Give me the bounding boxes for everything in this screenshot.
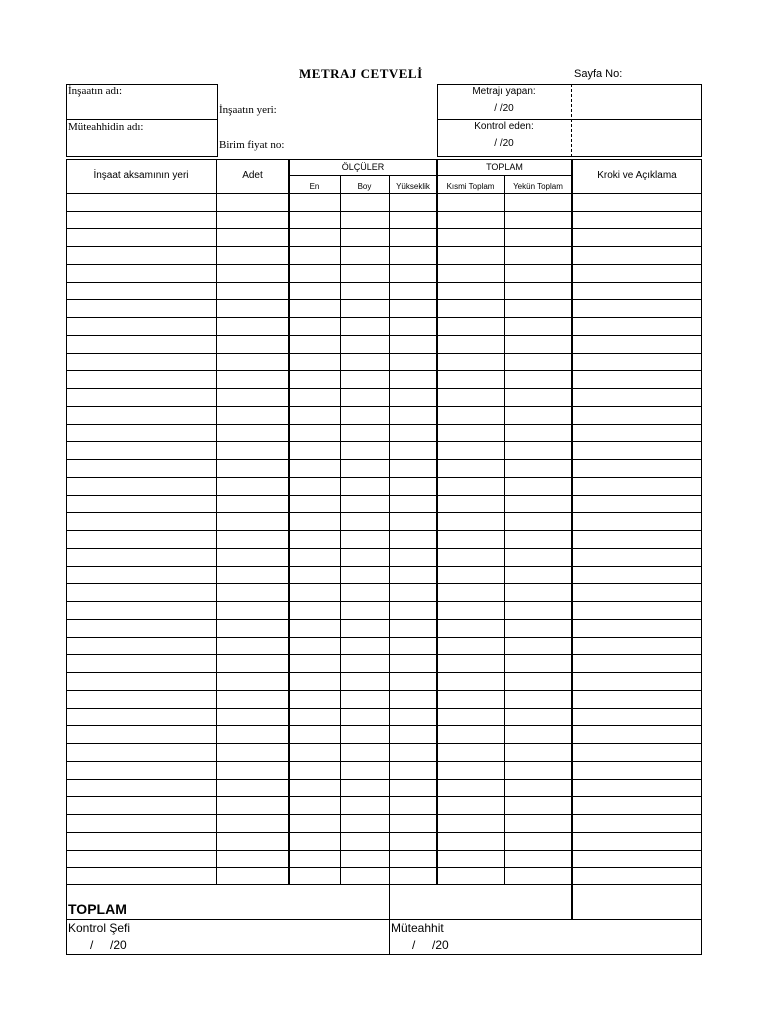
table-row xyxy=(66,264,702,265)
total-label: TOPLAM xyxy=(68,901,127,917)
table-row xyxy=(66,211,702,212)
column-header-sketch: Kroki ve Açıklama xyxy=(597,170,677,181)
column-divider xyxy=(571,159,573,885)
table-row xyxy=(66,814,702,815)
table-row xyxy=(66,317,702,318)
table-row xyxy=(66,654,702,655)
table-frame xyxy=(66,159,702,885)
table-row xyxy=(66,477,702,478)
table-row xyxy=(66,335,702,336)
column-header-location: İnşaat aksamının yeri xyxy=(93,170,189,181)
table-row xyxy=(66,228,702,229)
column-group-measures: ÖLÇÜLER xyxy=(341,162,385,172)
table-row xyxy=(66,832,702,833)
table-row xyxy=(66,672,702,673)
table-row xyxy=(66,370,702,371)
construction-name-label: İnşaatın adı: xyxy=(68,85,123,97)
table-row xyxy=(66,583,702,584)
column-divider xyxy=(216,159,217,885)
divider xyxy=(571,884,573,919)
prepared-date: / /20 xyxy=(494,103,514,114)
control-chief-date: / /20 xyxy=(90,938,127,952)
table-row xyxy=(66,796,702,797)
column-divider xyxy=(288,159,290,885)
divider xyxy=(66,193,702,194)
page-title: METRAJ CETVELİ xyxy=(299,66,423,81)
page-number-label: Sayfa No: xyxy=(574,68,623,80)
construction-place-label: İnşaatın yeri: xyxy=(219,104,277,116)
table-row xyxy=(66,850,702,851)
table-row xyxy=(66,601,702,602)
table-row xyxy=(66,690,702,691)
table-row xyxy=(66,388,702,389)
table-row xyxy=(66,867,702,868)
table-row xyxy=(66,761,702,762)
column-header-partial-total: Kısmi Toplam xyxy=(446,182,495,191)
table-row xyxy=(66,566,702,567)
divider xyxy=(289,175,572,176)
checked-date: / /20 xyxy=(494,138,514,149)
checked-by-label: Kontrol eden: xyxy=(474,121,534,132)
table-row xyxy=(66,353,702,354)
table-row xyxy=(66,779,702,780)
column-header-count: Adet xyxy=(242,170,263,181)
table-row xyxy=(66,619,702,620)
column-header-grand-total: Yekün Toplam xyxy=(513,182,563,191)
column-header-height: Yükseklik xyxy=(396,182,430,191)
column-group-total: TOPLAM xyxy=(486,162,523,172)
unit-price-no-label: Birim fiyat no: xyxy=(219,139,285,151)
table-row xyxy=(66,512,702,513)
table-row xyxy=(66,725,702,726)
table-row xyxy=(66,548,702,549)
table-row xyxy=(66,637,702,638)
table-row xyxy=(66,424,702,425)
table-row xyxy=(66,406,702,407)
table-row xyxy=(66,708,702,709)
table-row xyxy=(66,246,702,247)
table-row xyxy=(66,743,702,744)
table-row xyxy=(66,299,702,300)
divider xyxy=(66,119,218,120)
contractor-name-label: Müteahhidin adı: xyxy=(68,121,144,133)
divider xyxy=(437,119,702,120)
contractor-label: Müteahhit xyxy=(391,921,444,935)
divider xyxy=(571,84,572,157)
contractor-date: / /20 xyxy=(412,938,449,952)
column-header-width: En xyxy=(309,182,320,191)
divider xyxy=(66,919,702,920)
table-row xyxy=(66,495,702,496)
column-header-length: Boy xyxy=(357,182,372,191)
table-row xyxy=(66,282,702,283)
table-row xyxy=(66,459,702,460)
table-row xyxy=(66,530,702,531)
divider xyxy=(389,884,390,955)
prepared-by-label: Metrajı yapan: xyxy=(472,86,536,97)
control-chief-label: Kontrol Şefi xyxy=(68,921,131,935)
column-divider xyxy=(436,159,438,885)
table-row xyxy=(66,441,702,442)
